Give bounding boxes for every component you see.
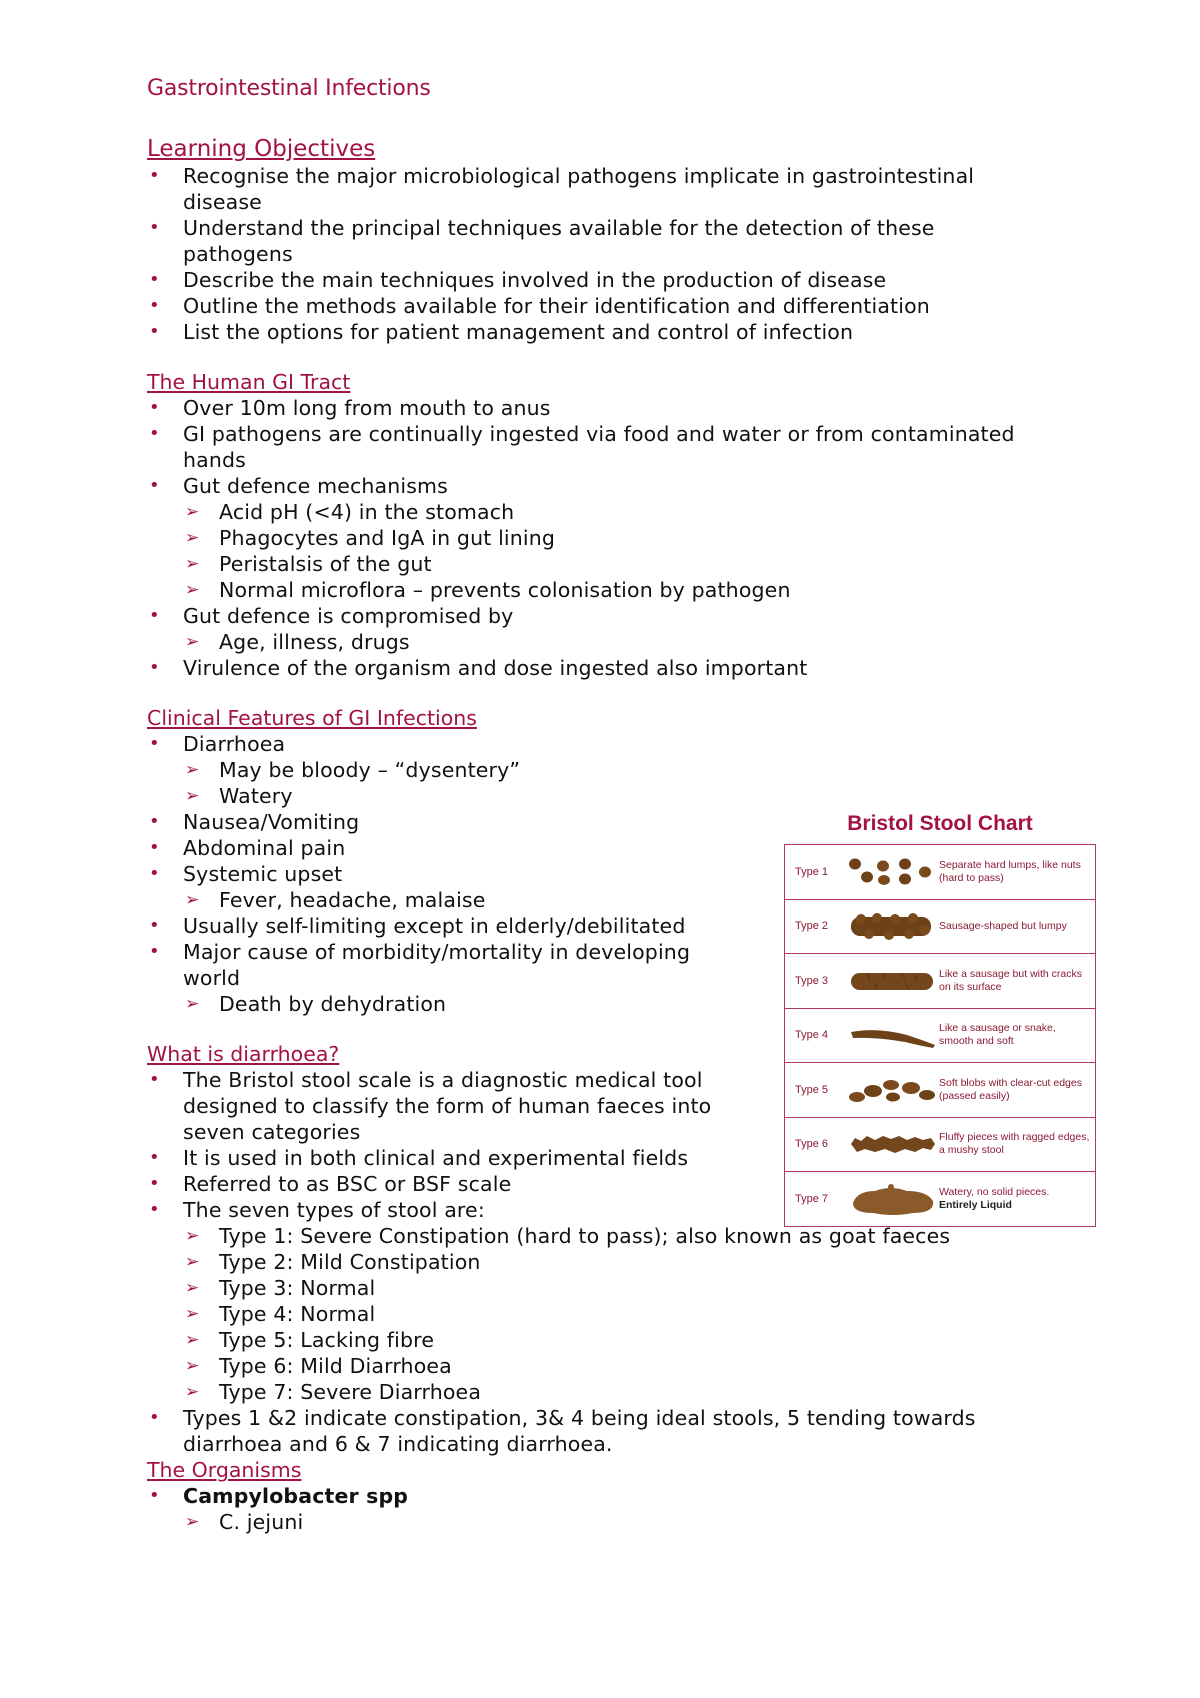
type-description: Like a sausage but with cracks on its surface — [939, 967, 1082, 993]
bullet-icon: • — [149, 837, 160, 858]
type-description: Watery, no solid pieces. Entirely Liquid — [939, 1185, 1050, 1211]
type-label: Type 1 — [795, 865, 829, 878]
clinical-features-list — [147, 731, 727, 1017]
bullet-icon: • — [149, 811, 160, 832]
list-item: • Outline the methods available for their identification and differentiation — [149, 294, 930, 318]
arrow-bullet-icon: ➢ — [185, 1382, 200, 1402]
chart-row — [785, 1063, 1095, 1118]
bullet-icon: • — [149, 1485, 160, 1506]
sub-list — [183, 991, 727, 1017]
document-content — [147, 76, 1047, 1535]
chart-row — [785, 1172, 1095, 1226]
sub-list-item: ➢ Fever, headache, malaise — [185, 888, 486, 912]
list-item: • Usually self-limiting except in elderly/debilitated — [149, 914, 686, 938]
bullet-icon: • — [149, 1199, 160, 1220]
list-item: • Recognise the major microbiological pathogens implicate in gastrointestinal disease — [149, 164, 975, 214]
chart-title: Bristol Stool Chart — [847, 812, 1033, 835]
sub-list-item: ➢ Peristalsis of the gut — [185, 552, 432, 576]
type-description: Like a sausage or snake, smooth and soft — [939, 1022, 1056, 1048]
sub-list-item: ➢ Death by dehydration — [185, 992, 447, 1016]
arrow-bullet-icon: ➢ — [185, 528, 200, 548]
arrow-bullet-icon: ➢ — [185, 1278, 200, 1298]
chart-row — [785, 1009, 1095, 1064]
arrow-bullet-icon: ➢ — [185, 632, 200, 652]
bullet-icon: • — [149, 295, 160, 316]
organisms-list — [147, 1483, 1047, 1535]
type-label: Type 7 — [795, 1192, 829, 1205]
stool-type-7-image — [847, 1179, 939, 1219]
arrow-bullet-icon: ➢ — [185, 1330, 200, 1350]
list-item: • Campylobacter spp ➢ C. jejuni — [147, 1483, 1047, 1535]
arrow-bullet-icon: ➢ — [185, 994, 200, 1014]
bullet-icon: • — [149, 397, 160, 418]
sub-list-item: ➢ Type 5: Lacking fibre — [185, 1328, 435, 1352]
sub-list-item: ➢ C. jejuni — [185, 1510, 304, 1534]
diarrhoea-heading: What is diarrhoea? — [147, 1042, 340, 1066]
list-item: • Nausea/Vomiting — [149, 810, 360, 834]
bullet-icon: • — [149, 941, 160, 962]
type-label: Type 3 — [795, 974, 829, 987]
sub-list-item: ➢ May be bloody – “dysentery” — [185, 758, 521, 782]
stool-type-3-image — [847, 961, 939, 1001]
arrow-bullet-icon: ➢ — [185, 890, 200, 910]
bullet-icon: • — [149, 1069, 160, 1090]
type-description: Fluffy pieces with ragged edges, a mushy stool — [939, 1131, 1090, 1157]
arrow-bullet-icon: ➢ — [185, 1356, 200, 1376]
bullet-icon: • — [149, 1407, 160, 1428]
sub-list-item: ➢ Type 6: Mild Diarrhoea — [185, 1354, 452, 1378]
chart-table — [784, 844, 1096, 1227]
list-item: • Gut defence mechanisms ➢ Acid pH (<4) in the stomach ➢ Phagocytes and IgA in gut lining ➢ Peristalsis of the gut ➢ Normal microflora – prevents colonisation by pathogen — [147, 473, 1047, 603]
bullet-icon: • — [149, 1147, 160, 1168]
bullet-icon: • — [149, 915, 160, 936]
type-label: Type 6 — [795, 1138, 829, 1151]
list-item: • Over 10m long from mouth to anus — [149, 396, 551, 420]
chart-row — [785, 845, 1095, 900]
learning-objectives-list — [147, 163, 1047, 345]
arrow-bullet-icon: ➢ — [185, 760, 200, 780]
sub-list-item: ➢ Watery — [185, 784, 293, 808]
sub-list — [183, 757, 727, 809]
stool-type-1-image — [847, 852, 939, 892]
arrow-bullet-icon: ➢ — [185, 502, 200, 522]
chart-row — [785, 1118, 1095, 1173]
chart-row — [785, 954, 1095, 1009]
sub-list — [183, 1223, 1047, 1405]
sub-list-item: ➢ Phagocytes and IgA in gut lining — [185, 526, 556, 550]
sub-list-item: ➢ Type 2: Mild Constipation — [185, 1250, 481, 1274]
sub-list-item: ➢ Normal microflora – prevents colonisation by pathogen — [185, 578, 791, 602]
arrow-bullet-icon: ➢ — [185, 1512, 200, 1532]
stool-type-2-image — [847, 906, 939, 946]
list-item: • Referred to as BSC or BSF scale — [149, 1172, 512, 1196]
list-item: • The Bristol stool scale is a diagnostic medical tool designed to classify the form of human faeces into seven categories — [149, 1068, 712, 1144]
bristol-stool-chart — [784, 812, 1096, 1227]
list-item: • GI pathogens are continually ingested via food and water or from contaminated hands — [149, 422, 1015, 472]
stool-type-5-image — [847, 1070, 939, 1110]
arrow-bullet-icon: ➢ — [185, 1252, 200, 1272]
list-item: • Abdominal pain — [149, 836, 346, 860]
arrow-bullet-icon: ➢ — [185, 1226, 200, 1246]
bullet-icon: • — [149, 217, 160, 238]
list-item: • Virulence of the organism and dose ingested also important — [149, 656, 808, 680]
bullet-icon: • — [149, 269, 160, 290]
list-item: • List the options for patient management and control of infection — [149, 320, 854, 344]
organisms-heading: The Organisms — [147, 1458, 302, 1482]
sub-list — [183, 629, 1047, 655]
learning-objectives-heading: Learning Objectives — [147, 136, 376, 162]
list-item: • Describe the main techniques involved in the production of disease — [149, 268, 887, 292]
list-item: • Systemic upset ➢ Fever, headache, malaise — [147, 861, 727, 913]
list-item: • Major cause of morbidity/mortality in developing world ➢ Death by dehydration — [147, 939, 727, 1017]
arrow-bullet-icon: ➢ — [185, 786, 200, 806]
list-item: • Types 1 &2 indicate constipation, 3& 4 being ideal stools, 5 tending towards diarrhoea and 6 & 7 indicating diarrhoea. — [149, 1406, 976, 1456]
type-description: Separate hard lumps, like nuts (hard to pass) — [939, 858, 1081, 884]
type-description: Soft blobs with clear-cut edges (passed easily) — [939, 1076, 1082, 1102]
arrow-bullet-icon: ➢ — [185, 580, 200, 600]
stool-type-6-image — [847, 1124, 939, 1164]
type-label: Type 4 — [795, 1029, 829, 1042]
sub-list-item: ➢ Type 4: Normal — [185, 1302, 376, 1326]
gi-tract-heading: The Human GI Tract — [147, 370, 351, 394]
stool-type-4-image — [847, 1015, 939, 1055]
bullet-icon: • — [149, 165, 160, 186]
type-label: Type 5 — [795, 1083, 829, 1096]
sub-list-item: ➢ Age, illness, drugs — [185, 630, 410, 654]
sub-list — [183, 1509, 1047, 1535]
bullet-icon: • — [149, 475, 160, 496]
sub-list-item: ➢ Type 1: Severe Constipation (hard to pass); also known as goat faeces — [185, 1224, 951, 1248]
clinical-features-heading: Clinical Features of GI Infections — [147, 706, 477, 730]
gi-tract-list — [147, 395, 1047, 681]
bullet-icon: • — [149, 321, 160, 342]
bullet-icon: • — [149, 657, 160, 678]
list-item: • Diarrhoea ➢ May be bloody – “dysentery” ➢ Watery — [147, 731, 727, 809]
sub-list — [183, 499, 1047, 603]
document-title: Gastrointestinal Infections — [147, 76, 431, 101]
bullet-icon: • — [149, 733, 160, 754]
sub-list-item: ➢ Acid pH (<4) in the stomach — [185, 500, 515, 524]
arrow-bullet-icon: ➢ — [185, 1304, 200, 1324]
sub-list-item: ➢ Type 7: Severe Diarrhoea — [185, 1380, 482, 1404]
list-item: • The seven types of stool are: ➢ Type 1: Severe Constipation (hard to pass); also known as goat faeces ➢ Type 2: Mild Constipation ➢ Type 3: Normal ➢ Type 4: Normal ➢ Type 5: Lacking fibre ➢ Type 6: Mild Diarrhoea ➢ Type 7: Severe Diarrhoea — [147, 1197, 1047, 1405]
sub-list — [183, 887, 727, 913]
bullet-icon: • — [149, 423, 160, 444]
chart-row — [785, 900, 1095, 955]
list-item: • It is used in both clinical and experimental fields — [149, 1146, 689, 1170]
list-item: • Understand the principal techniques available for the detection of these pathogens — [149, 216, 935, 266]
list-item: • Gut defence is compromised by ➢ Age, illness, drugs — [147, 603, 1047, 655]
sub-list-item: ➢ Type 3: Normal — [185, 1276, 376, 1300]
type-description: Sausage-shaped but lumpy — [939, 919, 1067, 932]
arrow-bullet-icon: ➢ — [185, 554, 200, 574]
bullet-icon: • — [149, 605, 160, 626]
bullet-icon: • — [149, 1173, 160, 1194]
bullet-icon: • — [149, 863, 160, 884]
type-label: Type 2 — [795, 920, 829, 933]
